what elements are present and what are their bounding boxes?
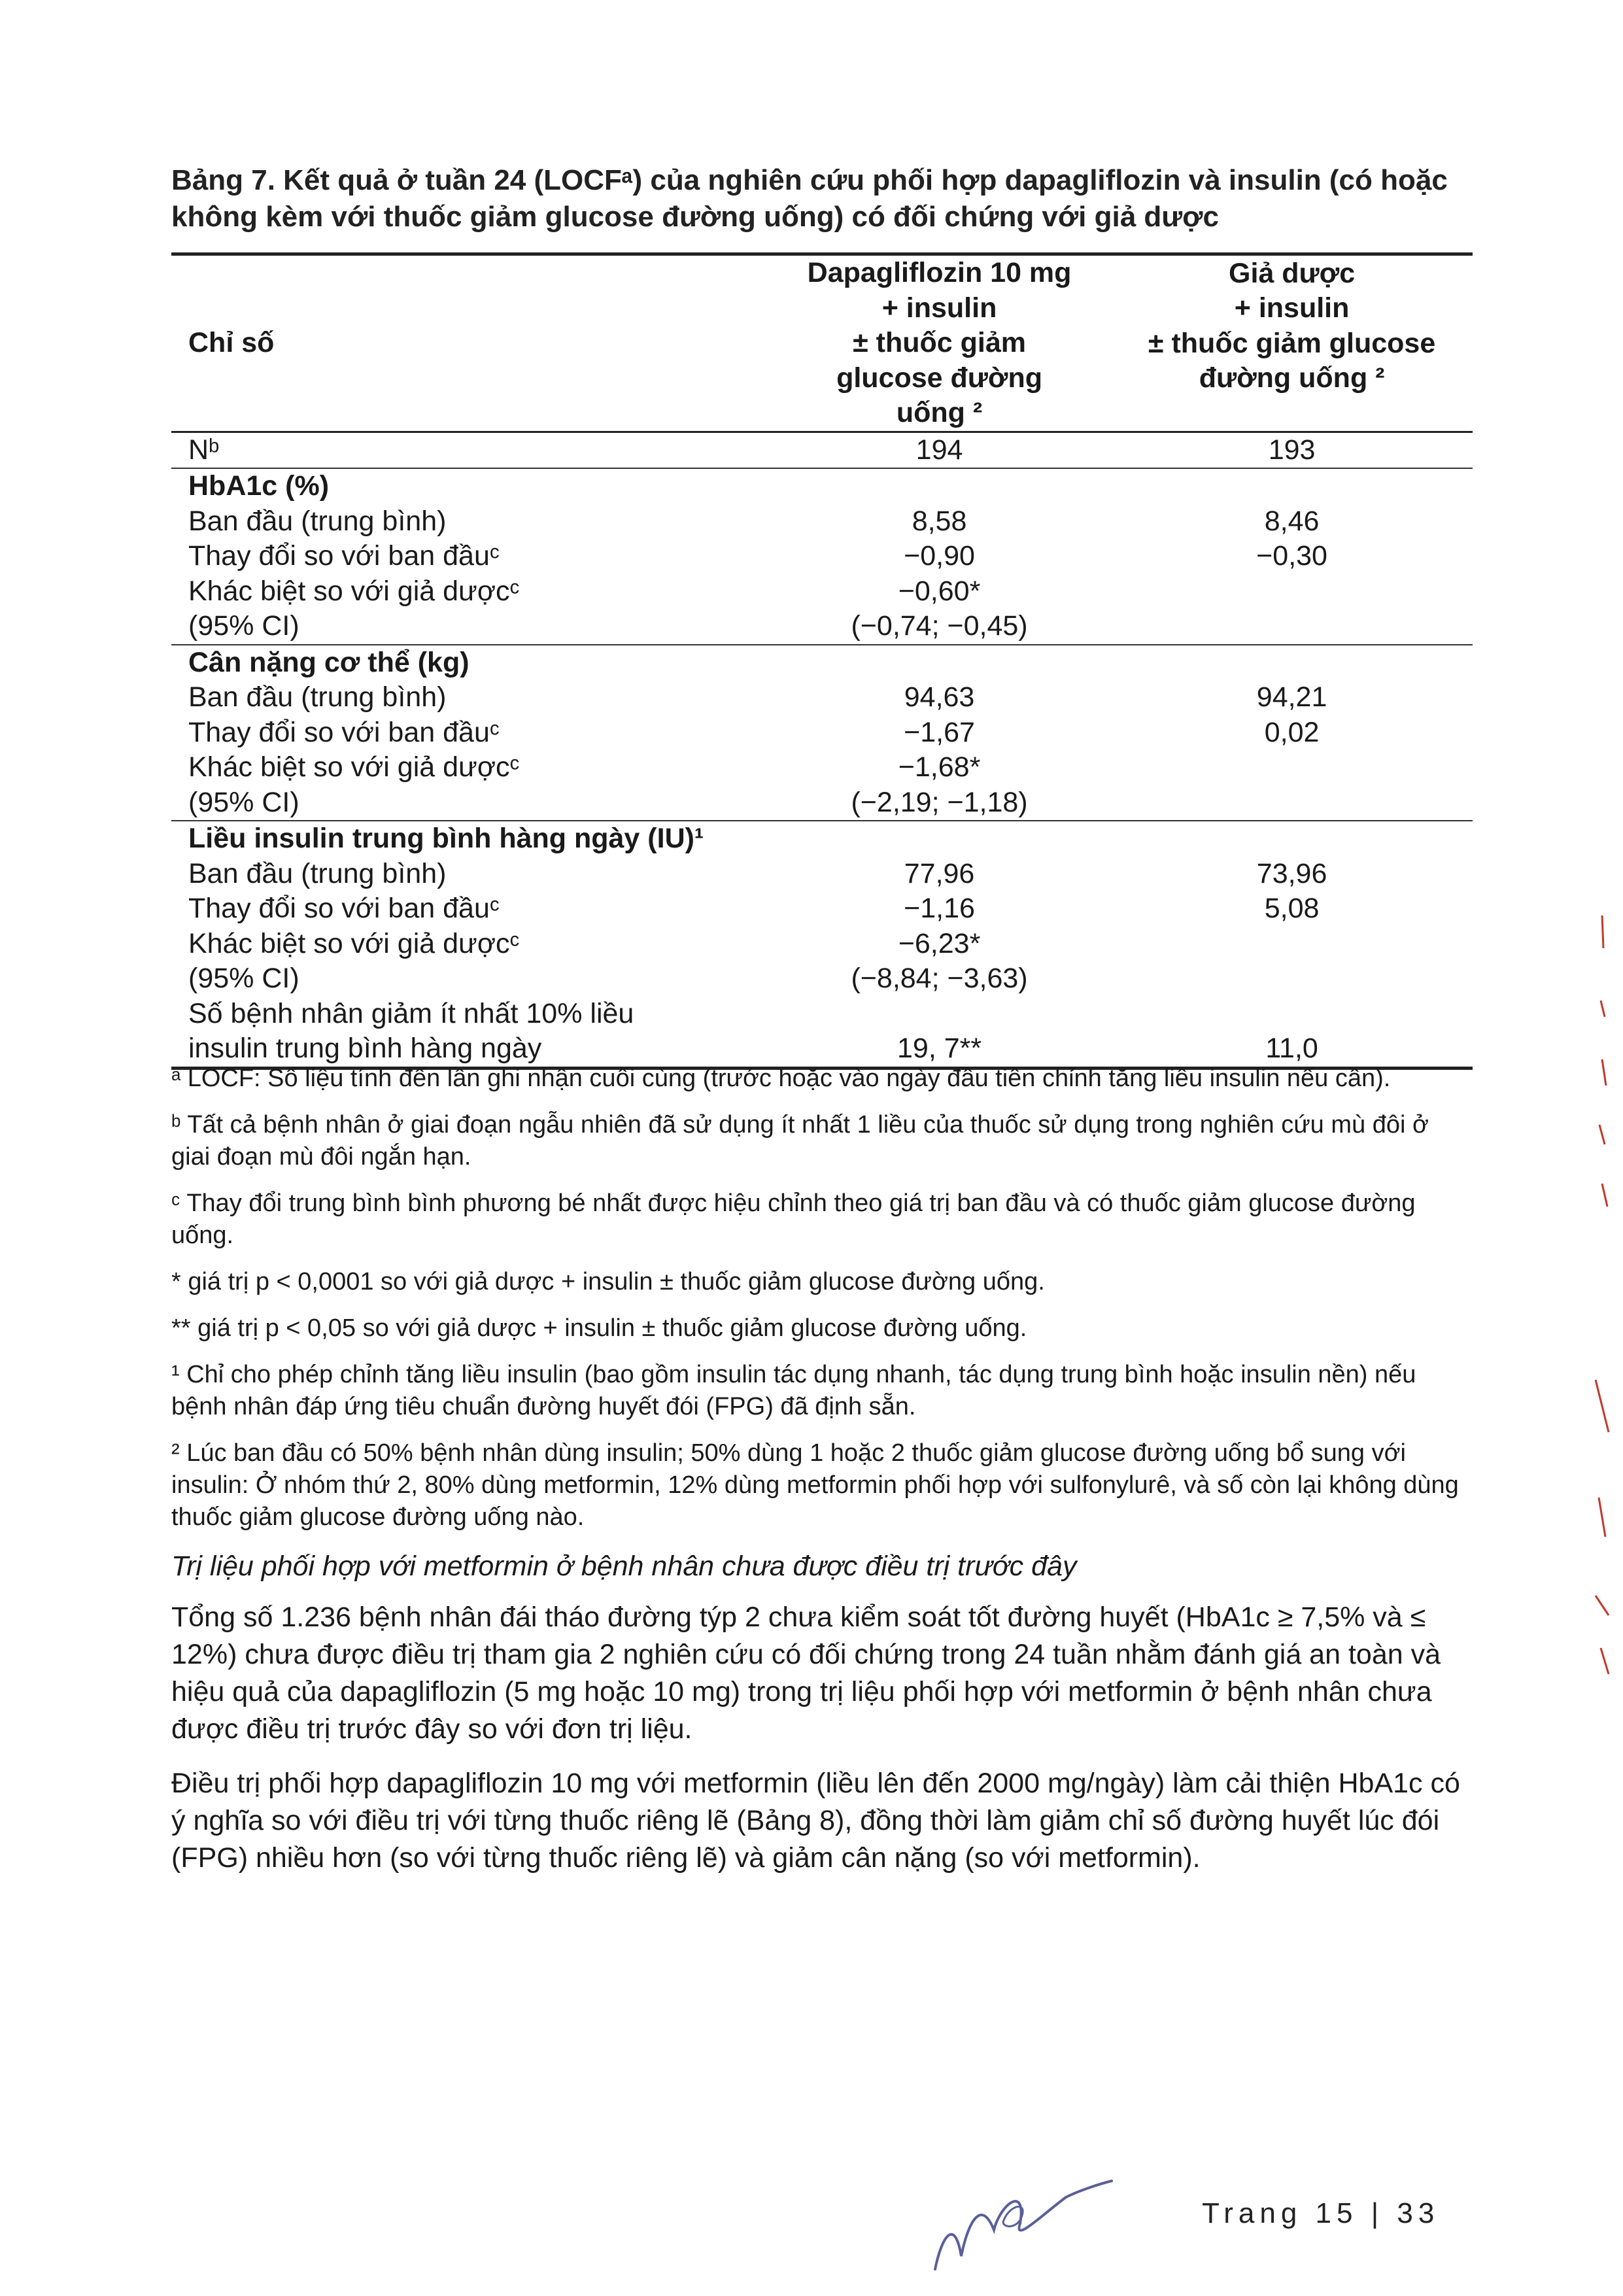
- section-title-row: HbA1c (%): [188, 470, 330, 502]
- header-indicator: Chỉ số: [171, 254, 768, 432]
- results-table: [171, 252, 1473, 1070]
- table-row: (95% CI) (−2,19; −1,18): [171, 785, 1473, 821]
- table-row: Thay đổi so với ban đầuᶜ −1,16 5,08: [188, 893, 1320, 924]
- table-header-row: [171, 254, 1473, 432]
- footnote-a: ᵃ LOCF: Số liệu tính đến lần ghi nhận cuối cùng (trước hoặc vào ngày đầu tiên chỉnh tăng liều insulin nếu cần).: [171, 1065, 1391, 1092]
- table-row: Thay đổi so với ban đầuᶜ −1,67 0,02: [188, 716, 1320, 748]
- footnote-1: ¹ Chỉ cho phép chỉnh tăng liều insulin (bao gồm insulin tác dụng nhanh, tác dụng trung bình hoặc insulin nền) nếu bệnh nhân đáp ứng tiêu chuẩn đường huyết đói (FPG) đã định sẵn.: [171, 1361, 1416, 1420]
- table-row: Khác biệt so với giả dượcᶜ −1,68*: [188, 751, 981, 783]
- table-row: Khác biệt so với giả dượcᶜ −0,60*: [188, 575, 981, 607]
- table-row: Ban đầu (trung bình) 77,96 73,96: [188, 857, 1327, 889]
- header-placebo: Giả dược + insulin ± thuốc giảm glucose đường uống ²: [1111, 254, 1473, 432]
- table-caption: Bảng 7. Kết quả ở tuần 24 (LOCFᵃ) của nghiên cứu phối hợp dapagliflozin và insulin (có hoặc không kèm với thuốc giảm glucose đường uống) có đối chứng với giả dược: [171, 164, 1448, 233]
- table-row: Ban đầu (trung bình) 8,58 8,46: [188, 505, 1320, 537]
- footnote-b: ᵇ Tất cả bệnh nhân ở giai đoạn ngẫu nhiên đã sử dụng ít nhất 1 liều của thuốc sử dụng trong nghiên cứu mù đôi ở giai đoạn mù đôi ngắn hạn.: [171, 1111, 1429, 1171]
- section-title-row: Cân nặng cơ thể (kg): [188, 646, 470, 678]
- footnote-star: * giá trị p < 0,0001 so với giả dược + insulin ± thuốc giảm glucose đường uống.: [171, 1268, 1045, 1295]
- table-row: Thay đổi so với ban đầuᶜ −0,90 −0,30: [188, 540, 1327, 572]
- table-row: insulin trung bình hàng ngày 19, 7** 11,0: [171, 1031, 1473, 1068]
- table-row: (95% CI) (−0,74; −0,45): [171, 609, 1473, 645]
- header-dapagliflozin: Dapagliflozin 10 mg + insulin ± thuốc giảm glucose đường uống ²: [768, 254, 1111, 432]
- footnote-c: ᶜ Thay đổi trung bình bình phương bé nhất được hiệu chỉnh theo giá trị ban đầu và có thuốc giảm glucose đường uống.: [171, 1190, 1416, 1249]
- margin-marks: [1582, 909, 1622, 1681]
- notes-section: [171, 1063, 1473, 1894]
- body-paragraph: Điều trị phối hợp dapagliflozin 10 mg với metformin (liều lên đến 2000 mg/ngày) làm cải thiện HbA1c có ý nghĩa so với điều trị với từng thuốc riêng lẽ (Bảng 8), đồng thời làm giảm chỉ số đường huyết lúc đói (FPG) nhiều hơn (so với từng thuốc riêng lẽ) và giảm cân nặng (so với metformin).: [171, 1768, 1460, 1874]
- footnote-double-star: ** giá trị p < 0,05 so với giả dược + insulin ± thuốc giảm glucose đường uống.: [171, 1314, 1027, 1342]
- header-spacer: [1111, 396, 1473, 431]
- signature-image: [915, 2158, 1125, 2276]
- body-paragraph: Tổng số 1.236 bệnh nhân đái tháo đường týp 2 chưa kiểm soát tốt đường huyết (HbA1c ≥ 7,5% và ≤ 12%) chưa được điều trị tham gia 2 nghiên cứu có đối chứng trong 24 tuần nhằm đánh giá an toàn và hiệu quả của dapagliflozin (5 mg hoặc 10 mg) trong trị liệu phối hợp với metformin ở bệnh nhân chưa được điều trị trước đây so với đơn trị liệu.: [171, 1602, 1441, 1745]
- page-number: Trang 15 | 33: [1202, 2197, 1440, 2229]
- n-row: Nᵇ 194 193: [171, 432, 1473, 468]
- table-row: Ban đầu (trung bình) 94,63 94,21: [188, 681, 1327, 713]
- table-row: Số bệnh nhân giảm ít nhất 10% liều: [188, 997, 634, 1029]
- subheading: Trị liệu phối hợp với metformin ở bệnh nhân chưa được điều trị trước đây: [171, 1551, 1077, 1582]
- section-title-row: Liều insulin trung bình hàng ngày (IU)¹: [188, 823, 704, 854]
- table-row: Khác biệt so với giả dượcᶜ −6,23*: [188, 927, 981, 959]
- footnote-2: ² Lúc ban đầu có 50% bệnh nhân dùng insulin; 50% dùng 1 hoặc 2 thuốc giảm glucose đường uống bổ sung với insulin: Ở nhóm thứ 2, 80% dùng metformin, 12% dùng metformin phối hợp với sulfonylurê, và số còn lại không dùng thuốc giảm glucose đường uống nào.: [171, 1439, 1459, 1531]
- table-row: (95% CI) (−8,84; −3,63): [188, 963, 1028, 994]
